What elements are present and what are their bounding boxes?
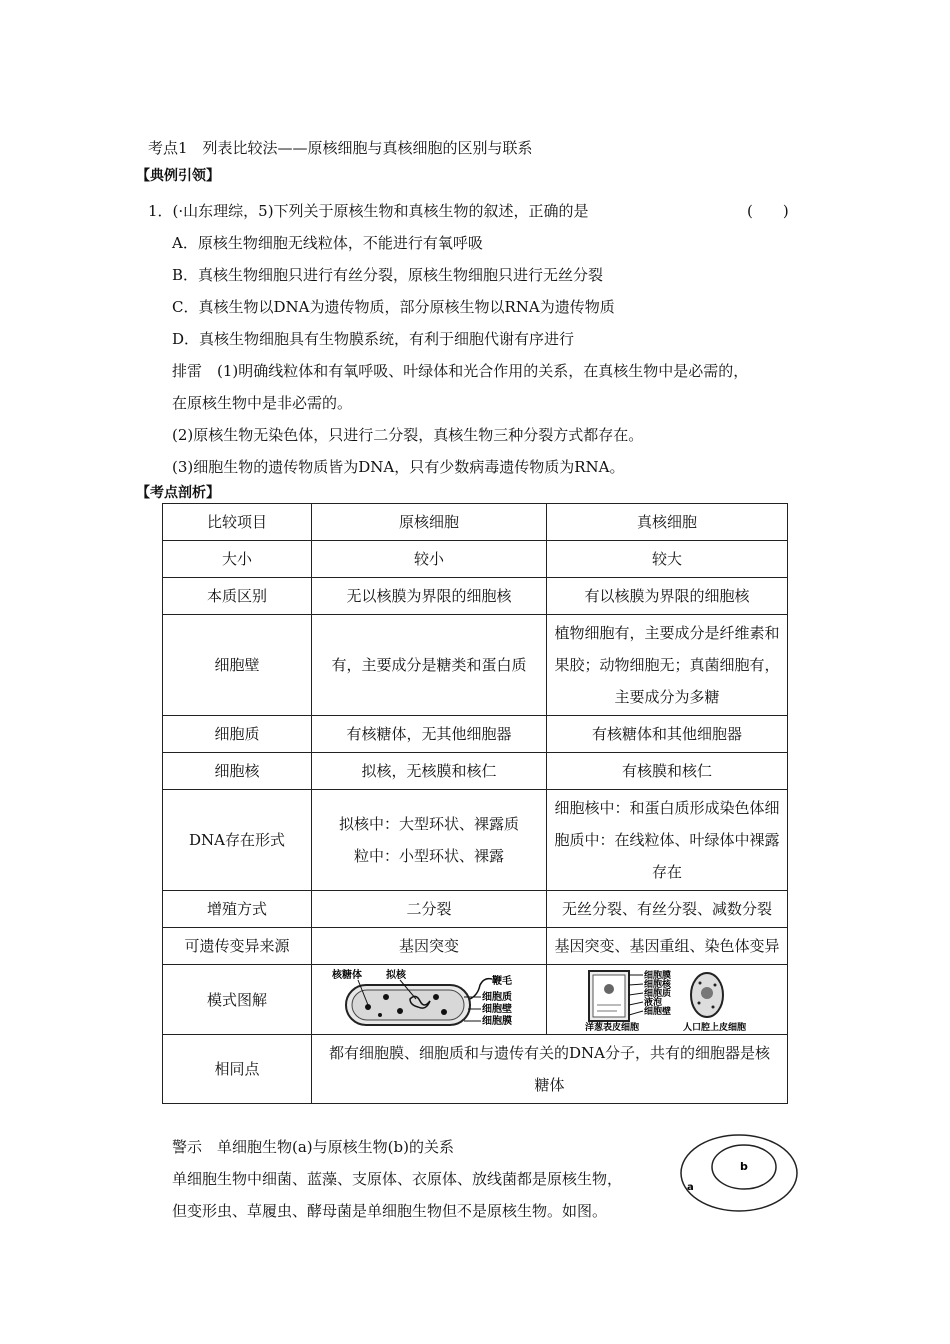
row-label: 大小 bbox=[163, 541, 312, 578]
prokaryote-cell: 拟核，无核膜和核仁 bbox=[312, 753, 547, 790]
label-euk-cytoplasm: 细胞质 bbox=[644, 988, 672, 999]
section-example: 【典例引领】 bbox=[136, 168, 220, 184]
comparison-table bbox=[162, 503, 788, 1104]
question-bracket: ( ) bbox=[747, 202, 789, 220]
label-ribosome: 核糖体 bbox=[332, 969, 362, 981]
eukaryote-cell: 细胞核中：和蛋白质形成染色体细胞质中：在线粒体、叶绿体中裸露存在 bbox=[547, 790, 788, 891]
label-euk-membrane: 细胞膜 bbox=[644, 970, 672, 981]
eukaryote-cell: 无丝分裂、有丝分裂、减数分裂 bbox=[547, 891, 788, 928]
label-euk-vacuole: 液泡 bbox=[644, 997, 663, 1008]
prokaryote-diagram-cell bbox=[312, 965, 547, 1035]
option-b: B．真核生物细胞只进行有丝分裂，原核生物细胞只进行无丝分裂 bbox=[172, 266, 604, 284]
label-euk-nucleus: 细胞核 bbox=[644, 979, 672, 990]
eukaryote-cell: 基因突变、基因重组、染色体变异 bbox=[547, 928, 788, 965]
section-analysis: 【考点剖析】 bbox=[136, 485, 220, 501]
prokaryote-cell: 二分裂 bbox=[312, 891, 547, 928]
prokaryote-cell: 较小 bbox=[312, 541, 547, 578]
table-row bbox=[163, 753, 788, 790]
table-header-row bbox=[163, 504, 788, 541]
label-cell-membrane: 细胞膜 bbox=[482, 1015, 512, 1027]
table-row bbox=[163, 541, 788, 578]
option-d: D．真核生物细胞具有生物膜系统，有利于细胞代谢有序进行 bbox=[172, 330, 575, 348]
table-header-cell: 比较项目 bbox=[163, 504, 312, 541]
eukaryote-cell: 有核糖体和其他细胞器 bbox=[547, 716, 788, 753]
analysis-line-1: 排雷 (1)明确线粒体和有氧呼吸、叶绿体和光合作用的关系，在真核生物中是必需的， bbox=[172, 362, 749, 380]
note-title: 警示 单细胞生物(a)与原核生物(b)的关系 bbox=[172, 1138, 454, 1156]
table-row bbox=[163, 578, 788, 615]
eukaryote-cell: 有以核膜为界限的细胞核 bbox=[547, 578, 788, 615]
label-euk-wall: 细胞壁 bbox=[644, 1006, 672, 1017]
analysis-line-2: 在原核生物中是非必需的。 bbox=[172, 394, 353, 412]
table-header-cell: 真核细胞 bbox=[547, 504, 788, 541]
prokaryote-cell: 拟核中：大型环状、裸露质粒中：小型环状、裸露 bbox=[312, 790, 547, 891]
label-nucleoid: 拟核 bbox=[386, 969, 406, 981]
eukaryote-cell-diagram bbox=[557, 967, 777, 1033]
page-heading: 考点1 列表比较法——原核细胞与真核细胞的区别与联系 bbox=[148, 139, 533, 157]
row-label: 细胞核 bbox=[163, 753, 312, 790]
prokaryote-cell: 有，主要成分是糖类和蛋白质 bbox=[312, 615, 547, 716]
note-line-1: 单细胞生物中细菌、蓝藻、支原体、衣原体、放线菌都是原核生物， bbox=[172, 1170, 623, 1188]
eukaryote-cell: 较大 bbox=[547, 541, 788, 578]
prokaryote-cell: 有核糖体，无其他细胞器 bbox=[312, 716, 547, 753]
row-label: 增殖方式 bbox=[163, 891, 312, 928]
common-features-cell: 都有细胞膜、细胞质和与遗传有关的DNA分子，共有的细胞器是核糖体 bbox=[312, 1035, 788, 1104]
table-row bbox=[163, 615, 788, 716]
venn-diagram bbox=[678, 1132, 800, 1214]
row-label: 相同点 bbox=[163, 1035, 312, 1104]
caption-onion-cell: 洋葱表皮细胞 bbox=[585, 1022, 640, 1033]
label-cytoplasm: 细胞质 bbox=[482, 991, 512, 1003]
note-line-2: 但变形虫、草履虫、酵母菌是单细胞生物但不是原核生物。如图。 bbox=[172, 1202, 608, 1220]
row-label: 本质区别 bbox=[163, 578, 312, 615]
eukaryote-cell: 植物细胞有，主要成分是纤维素和果胶；动物细胞无；真菌细胞有，主要成分为多糖 bbox=[547, 615, 788, 716]
venn-label-b: b bbox=[740, 1160, 748, 1173]
table-row bbox=[163, 716, 788, 753]
table-row bbox=[163, 790, 788, 891]
row-label: DNA存在形式 bbox=[163, 790, 312, 891]
row-label: 可遗传变异来源 bbox=[163, 928, 312, 965]
caption-cheek-cell: 人口腔上皮细胞 bbox=[683, 1022, 747, 1033]
analysis-line-4: (3)细胞生物的遗传物质皆为DNA，只有少数病毒遗传物质为RNA。 bbox=[172, 458, 625, 476]
table-row bbox=[163, 965, 788, 1035]
row-label: 细胞质 bbox=[163, 716, 312, 753]
prokaryote-cell: 基因突变 bbox=[312, 928, 547, 965]
label-cell-wall: 细胞壁 bbox=[482, 1003, 512, 1015]
eukaryote-diagram-cell bbox=[547, 965, 788, 1035]
row-label: 模式图解 bbox=[163, 965, 312, 1035]
table-row bbox=[163, 1035, 788, 1104]
option-c: C．真核生物以DNA为遗传物质，部分原核生物以RNA为遗传物质 bbox=[172, 298, 615, 316]
prokaryote-cell: 无以核膜为界限的细胞核 bbox=[312, 578, 547, 615]
analysis-line-3: (2)原核生物无染色体，只进行二分裂，真核生物三种分裂方式都存在。 bbox=[172, 426, 644, 444]
table-row bbox=[163, 891, 788, 928]
option-a: A．原核生物细胞无线粒体，不能进行有氧呼吸 bbox=[172, 234, 483, 252]
table-header-cell: 原核细胞 bbox=[312, 504, 547, 541]
row-label: 细胞壁 bbox=[163, 615, 312, 716]
venn-label-a: a bbox=[687, 1182, 694, 1193]
label-flagellum: 鞭毛 bbox=[492, 975, 512, 987]
prokaryote-cell-diagram bbox=[324, 967, 534, 1033]
question-stem: 1．(·山东理综，5)下列关于原核生物和真核生物的叙述，正确的是 bbox=[148, 202, 589, 220]
table-row bbox=[163, 928, 788, 965]
eukaryote-cell: 有核膜和核仁 bbox=[547, 753, 788, 790]
